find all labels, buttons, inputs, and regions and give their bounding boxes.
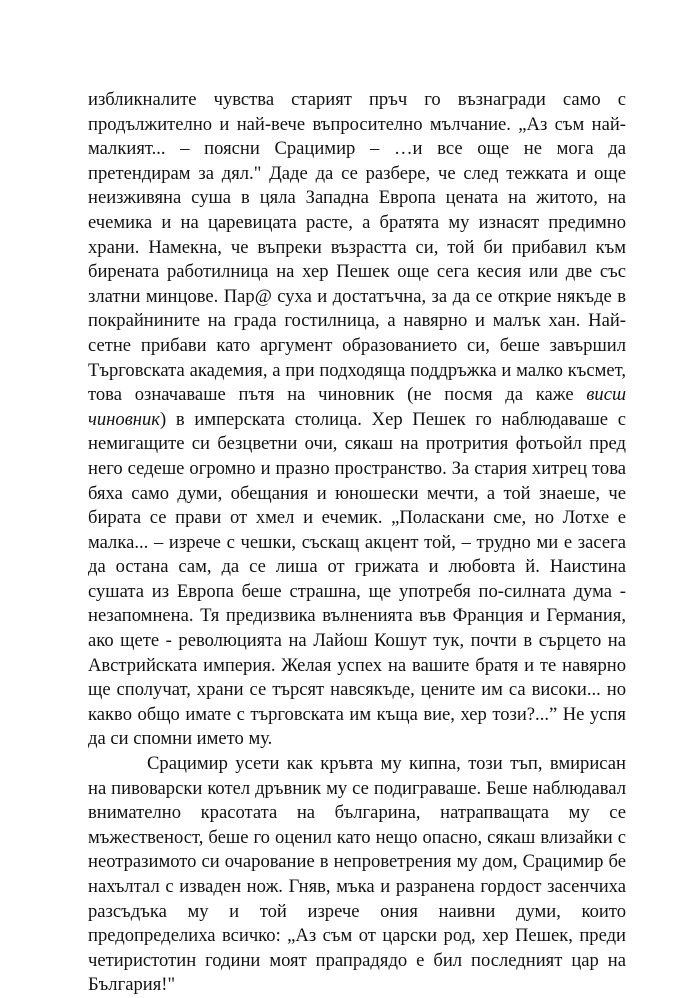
italic-text-segment: висш чиновник [88,384,626,430]
paragraph [88,88,626,752]
text-segment: Срацимир усети как кръвта му кипна, този тъп, вмирисан на пивоварски котел дръвник му се подиграваше. Беше наблюдавал внимателно красотата на българина, натрапващата му се мъжественост, беше го оценил като нещо опасно, сякаш влизайки с неотразимото си очарование в непроветрения му дом, Срацимир бе нахълтал с изваден нож. Гняв, мъка и разранена гордост засенчиха разсъдъка му и той изрече ония наивни думи, които предопределиха всичко: „Аз съм от царски род, хер Пешек, преди четиристотин години моят прапрадядо е бил последният цар на България!" [88,753,626,996]
body-text [88,88,626,998]
text-segment: ) в имперската столица. Хер Пешек го наблюдаваше с немигащите си безцветни очи, сякаш на протрития фотьойл пред него седеше огромно и празно пространство. За стария хитрец това бяха само думи, обещания и юношески мечти, а той знаеше, че бирата се прави от хмел и ечемик. „Поласкани сме, но Лотхе е малка... – изрече с чешки, съскащ акцент той, – трудно ми е засега да остана сам, да се лиша от грижата и любовта й. Наистина сушата из Европа беше страшна, ще употребя по-силната дума - незапомнена. Тя предизвика вълненията във Франция и Германия, ако щете - революцията на Лайош Кошут тук, почти в сърцето на Австрийската империя. Желая успех на вашите братя и те навярно ще сполучат, храни се търсят навсякъде, цените им са високи... но какво общо имате с търговската им къща вие, хер този?...” Не успя да си спомни името му. [88,408,626,750]
text-segment: избликналите чувства старият пръч го възнагради само с продължително и най-вече въпросително мълчание. „Аз съм най-малкият... – поясни Срацимир – …и все още не мога да претендирам за дял." Даде да се разбере, че след тежката и още неизживяна суша в цяла Западна Европа цената на житото, на ечемика и на царевицата расте, а братята му изнасят предимно храни. Намекна, че въпреки възрастта си, той би прибавил към бирената работилница на хер Пешек още сега кесия или две със златни минцове. Пар@ суха и достатъчна, за да се открие някъде в покрайнините на града гостилница, а навярно и малък хан. Най-сетне прибави като аргумент образованието си, беше завършил Търговската академия, а при подходяща поддръжка и малко късмет, това означаваше пътя на чиновник (не посмя да каже [88,89,626,406]
paragraph [88,752,626,998]
